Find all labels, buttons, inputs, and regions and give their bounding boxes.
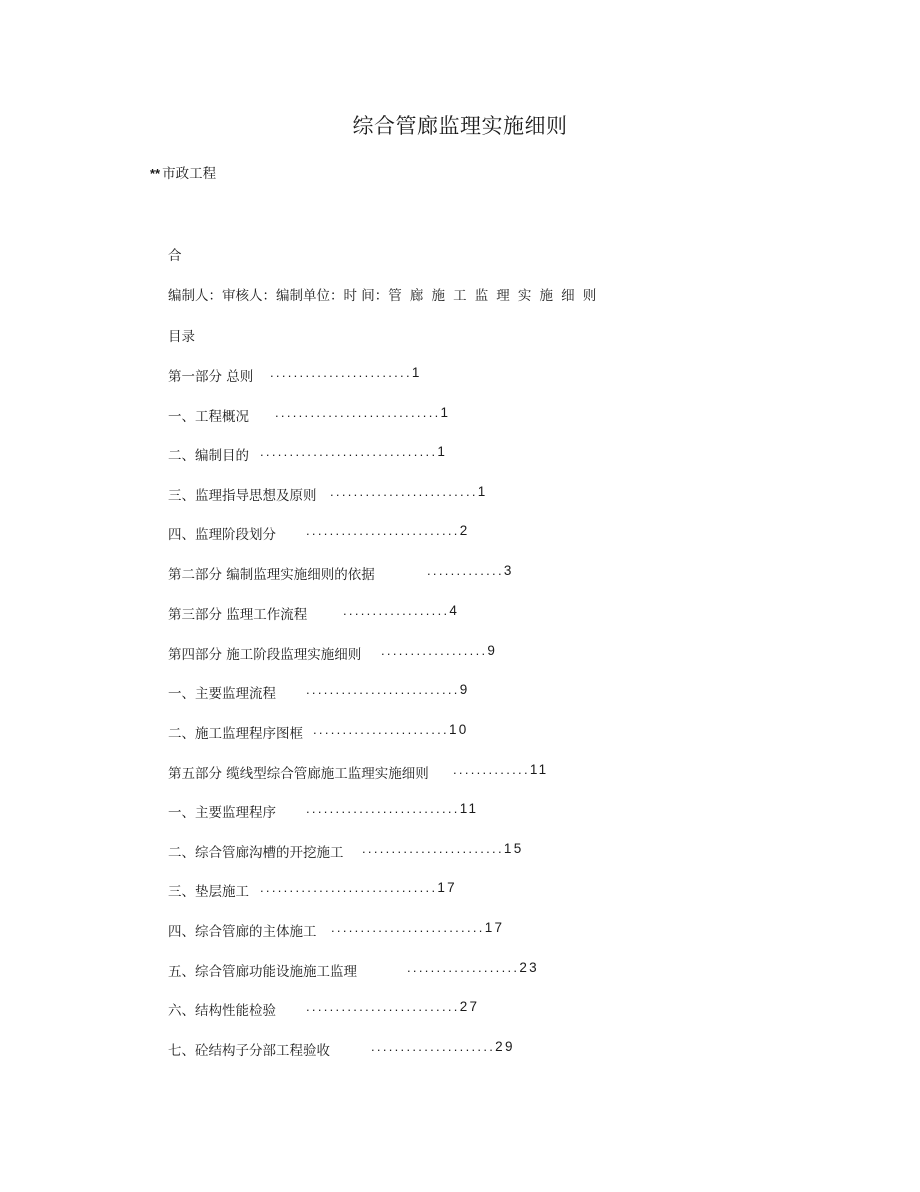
toc-entry-page: 11 <box>459 801 479 816</box>
toc-entry[interactable] <box>168 682 470 702</box>
toc-entry-label: 第一部分 总则 <box>168 369 254 385</box>
toc-entry[interactable] <box>168 365 422 385</box>
toc-entry-page: 1 <box>440 405 451 420</box>
toc-entry-page: 17 <box>437 880 457 895</box>
toc-entry[interactable] <box>168 762 549 782</box>
toc-entry-label: 四、综合管廊的主体施工 <box>168 924 317 940</box>
toc-entry-page: 27 <box>459 999 480 1014</box>
toc-entry-label: 第二部分 编制监理实施细则的依据 <box>168 567 375 583</box>
toc-entry-label: 三、垫层施工 <box>168 884 249 900</box>
toc-entry[interactable] <box>168 563 514 583</box>
toc-entry-leader: ..........................9 <box>306 682 470 697</box>
toc-entry-leader: ..............................1 <box>260 444 448 459</box>
toc-entry-leader: ..........................17 <box>331 920 505 935</box>
toc-entry-label: 四、监理阶段划分 <box>168 527 276 543</box>
toc-entry[interactable] <box>168 444 448 464</box>
signoff-line <box>168 284 604 304</box>
project-type: 市政工程 <box>162 166 217 182</box>
toc-entry-leader: .......................10 <box>313 722 469 737</box>
toc-entry-leader: ........................15 <box>362 841 524 856</box>
toc-entry-leader: ..................9 <box>381 643 498 658</box>
toc-entry-page: 3 <box>503 563 514 578</box>
toc-entry-page: 10 <box>448 722 469 737</box>
toc-entry-label: 第四部分 施工阶段监理实施细则 <box>168 647 362 663</box>
toc-entry-page: 15 <box>503 841 524 856</box>
toc-entry-label: 二、施工监理程序图框 <box>168 726 303 742</box>
redacted-name-marker: ** <box>150 166 161 181</box>
toc-entry[interactable] <box>168 880 457 900</box>
toc-entry-page: 1 <box>437 444 448 459</box>
toc-entry[interactable] <box>168 999 480 1019</box>
toc-entry-page: 23 <box>519 960 539 975</box>
toc-entry[interactable] <box>168 920 505 940</box>
toc-heading: 目录 <box>168 329 195 345</box>
toc-entry-page: 1 <box>411 365 422 380</box>
toc-entry-page: 9 <box>487 643 498 658</box>
toc-entry-label: 第五部分 缆线型综合管廊施工监理实施细则 <box>168 766 429 782</box>
toc-entry[interactable] <box>168 603 460 623</box>
toc-entry-label: 一、主要监理流程 <box>168 686 276 702</box>
toc-entry-label: 五、综合管廊功能设施施工监理 <box>168 964 357 980</box>
toc-entry-leader: ........................1 <box>270 365 422 380</box>
toc-entry-page: 29 <box>495 1039 515 1054</box>
toc-entry[interactable] <box>168 841 524 861</box>
toc-entry-label: 六、结构性能检验 <box>168 1003 276 1019</box>
project-subtitle <box>150 162 216 182</box>
toc-entry-label: 第三部分 监理工作流程 <box>168 607 308 623</box>
toc-entry-leader: ..................4 <box>343 603 460 618</box>
toc-entry-leader: .........................1 <box>330 484 488 499</box>
toc-entry-page: 11 <box>529 762 549 777</box>
toc-entry[interactable] <box>168 523 470 543</box>
toc-entry[interactable] <box>168 722 469 742</box>
toc-entry[interactable] <box>168 643 498 663</box>
toc-entry-leader: .....................29 <box>371 1039 515 1054</box>
he-text: 合 <box>168 248 182 264</box>
toc-entry[interactable] <box>168 1039 515 1059</box>
document-title: 综合管廊监理实施细则 <box>352 114 568 138</box>
toc-entry[interactable] <box>168 801 479 821</box>
signoff-title: 管廊施工监理实施细则 <box>388 288 605 304</box>
toc-entry-label: 三、监理指导思想及原则 <box>168 488 317 504</box>
toc-entry-leader: ..........................11 <box>306 801 479 816</box>
toc-entry-label: 二、综合管廊沟槽的开挖施工 <box>168 845 344 861</box>
toc-entry-leader: ............................1 <box>275 405 451 420</box>
toc-entry-label: 一、主要监理程序 <box>168 805 276 821</box>
toc-entry-leader: ..........................2 <box>306 523 470 538</box>
toc-entry-label: 二、编制目的 <box>168 448 249 464</box>
toc-entry-page: 2 <box>459 523 470 538</box>
toc-entry-page: 9 <box>459 682 470 697</box>
toc-entry-label: 一、工程概况 <box>168 409 249 425</box>
toc-entry-leader: ..........................27 <box>306 999 480 1014</box>
toc-entry-leader: ..............................17 <box>260 880 457 895</box>
signoff-fields: 编制人：审核人：编制单位：时 间： <box>168 288 389 304</box>
toc-entry-label: 七、砼结构子分部工程验收 <box>168 1043 330 1059</box>
toc-entry[interactable] <box>168 405 451 425</box>
toc-entry-leader: .............11 <box>453 762 549 777</box>
toc-entry-leader: ...................23 <box>407 960 539 975</box>
toc-entry[interactable] <box>168 960 539 980</box>
toc-entry-page: 1 <box>477 484 488 499</box>
toc-entry-page: 4 <box>449 603 460 618</box>
toc-entry-page: 17 <box>484 920 505 935</box>
toc-entry[interactable] <box>168 484 488 504</box>
toc-entry-leader: .............3 <box>427 563 514 578</box>
